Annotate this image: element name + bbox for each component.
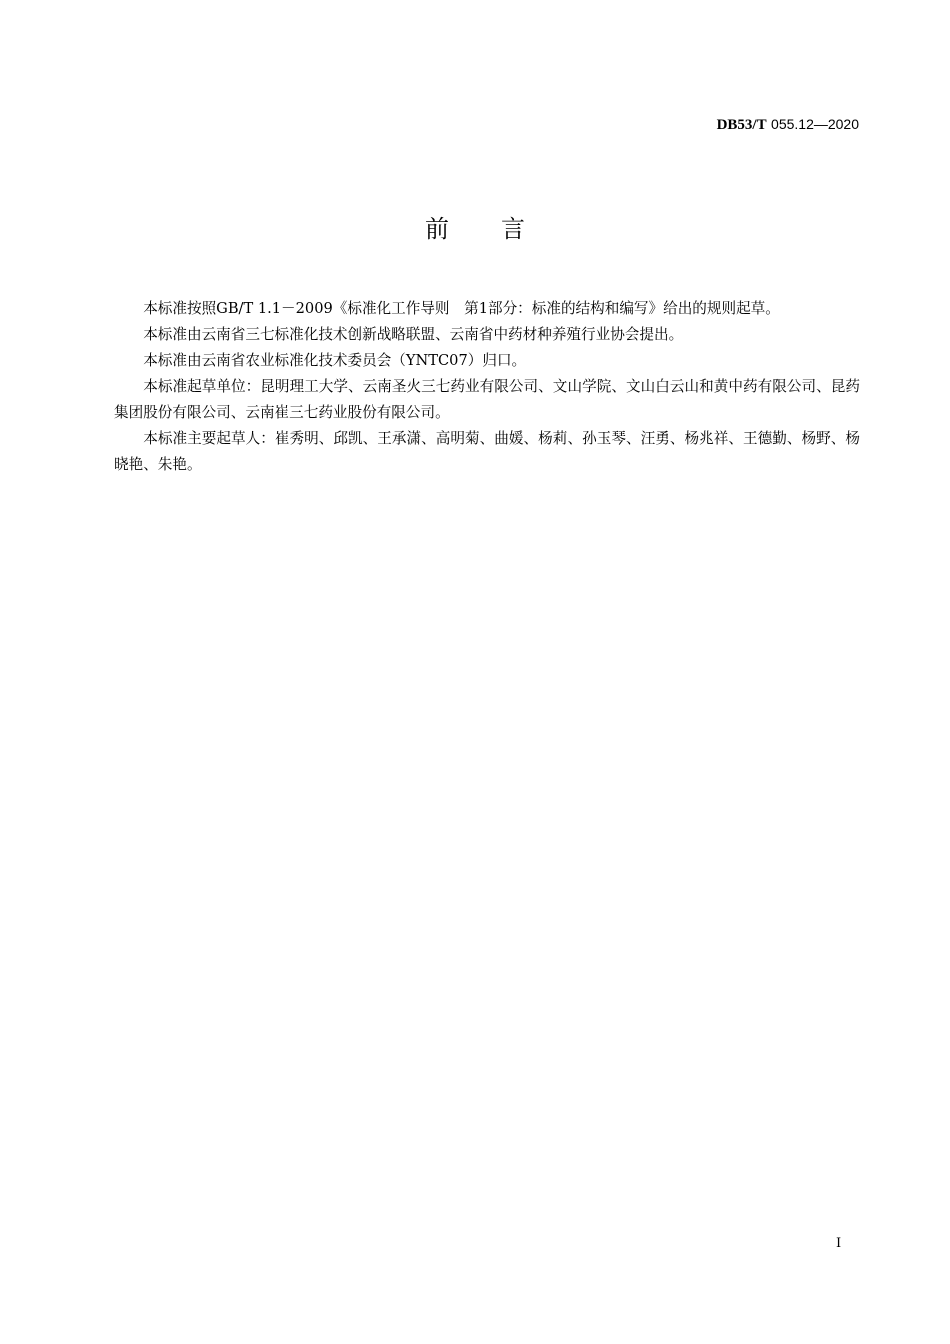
- paragraph-proposer: 本标准由云南省三七标准化技术创新战略联盟、云南省中药材种养殖行业协会提出。: [143, 326, 684, 343]
- standard-number: 055.12—2020: [771, 116, 859, 132]
- standard-code-header: [717, 115, 859, 134]
- paragraph-drafting-rules: 本标准按照GB/T 1.1－2009《标准化工作导则 第1部分：标准的结构和编写》给出的规则起草。: [143, 300, 780, 317]
- page-title: 前言: [425, 215, 577, 243]
- paragraph-drafters: 本标准主要起草人：崔秀明、邱凯、王承潇、高明菊、曲媛、杨莉、孙玉琴、汪勇、杨兆祥、王德勤、杨野、杨晓艳、朱艳。: [114, 430, 860, 473]
- page-number: I: [836, 1236, 842, 1251]
- paragraph-centralized-unit: 本标准由云南省农业标准化技术委员会（YNTC07）归口。: [143, 352, 527, 369]
- standard-prefix: DB53/T: [716, 117, 767, 133]
- paragraph-drafting-units: 本标准起草单位：昆明理工大学、云南圣火三七药业有限公司、文山学院、文山白云山和黄中药有限公司、昆药集团股份有限公司、云南崔三七药业股份有限公司。: [114, 378, 860, 421]
- foreword-body: [114, 296, 860, 478]
